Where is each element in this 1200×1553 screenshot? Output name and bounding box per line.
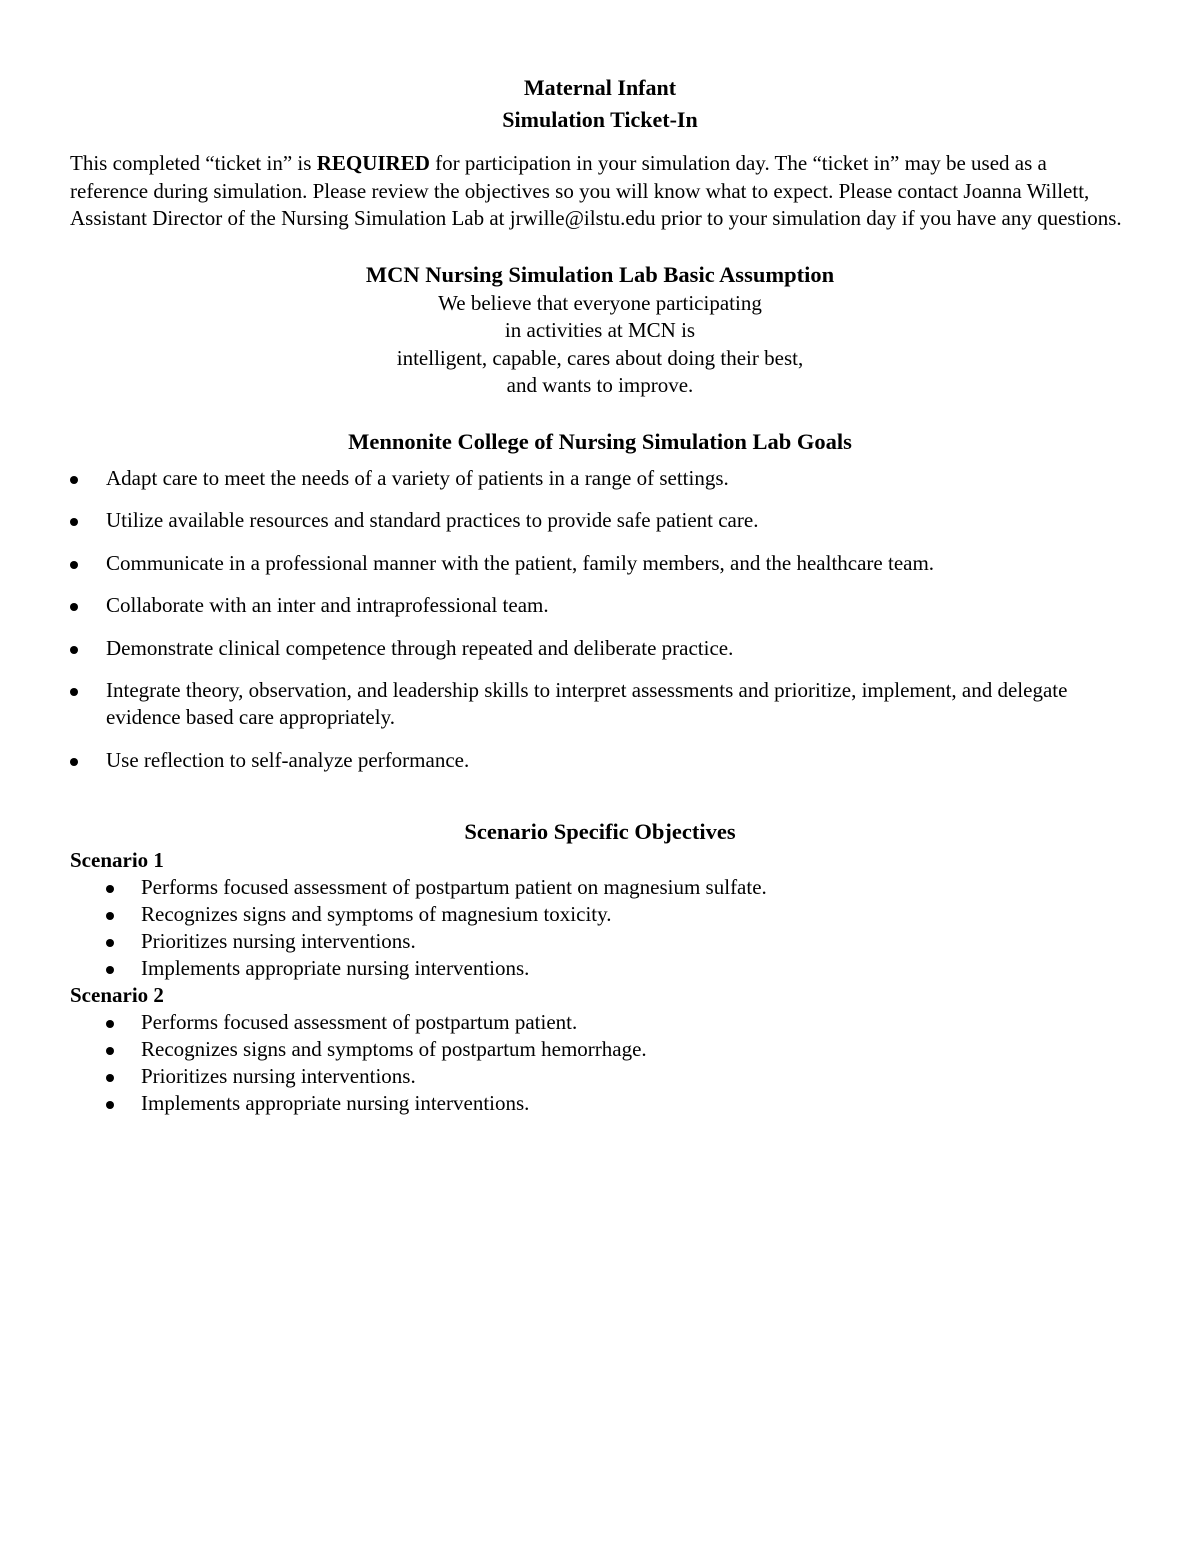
- list-item: [106, 901, 1130, 928]
- bullet-icon: [106, 1047, 114, 1055]
- goal-text: Use reflection to self-analyze performance.: [106, 747, 470, 772]
- list-item: [106, 874, 1130, 901]
- list-item: [106, 1063, 1130, 1090]
- assumption-line: in activities at MCN is: [504, 318, 696, 342]
- goal-text: Utilize available resources and standard practices to provide safe patient care.: [106, 508, 759, 532]
- objective-text: Prioritizes nursing interventions.: [141, 1063, 416, 1088]
- assumption-line: We believe that everyone participating: [438, 290, 762, 315]
- assumption-heading: MCN Nursing Simulation Lab Basic Assumption: [365, 261, 835, 287]
- assumption-line: and wants to improve.: [506, 373, 694, 397]
- bullet-icon: [106, 1020, 114, 1028]
- intro-required-emphasis: REQUIRED: [316, 151, 430, 175]
- list-item: [70, 592, 1130, 619]
- bullet-icon: [70, 518, 78, 526]
- list-item: [70, 747, 1130, 774]
- assumption-text: [70, 290, 1130, 400]
- list-item: [106, 1090, 1130, 1117]
- goal-text: Collaborate with an inter and intraprofessional team.: [106, 593, 549, 617]
- list-item: [70, 465, 1130, 492]
- list-item: [106, 955, 1130, 982]
- bullet-icon: [106, 939, 114, 947]
- scenario-1-objectives: [70, 874, 1130, 982]
- list-item: [106, 928, 1130, 955]
- goal-text: Integrate theory, observation, and leadership skills to interpret assessments and prioritize, implement, and delegate evidence based care appropriately.: [106, 678, 1068, 729]
- intro-paragraph: [70, 150, 1130, 233]
- list-item: [70, 507, 1130, 534]
- bullet-icon: [70, 758, 78, 766]
- goals-heading: Mennonite College of Nursing Simulation Lab Goals: [348, 428, 852, 454]
- scenario-2-label: Scenario 2: [70, 982, 164, 1007]
- objective-text: Implements appropriate nursing interventions.: [141, 1090, 530, 1115]
- bullet-icon: [106, 912, 114, 920]
- objectives-heading: Scenario Specific Objectives: [464, 818, 736, 844]
- page-title: [70, 72, 1130, 136]
- objective-text: Recognizes signs and symptoms of postpartum hemorrhage.: [141, 1036, 647, 1061]
- list-item: [70, 635, 1130, 662]
- objective-text: Recognizes signs and symptoms of magnesium toxicity.: [141, 901, 612, 926]
- bullet-icon: [70, 646, 78, 654]
- bullet-icon: [106, 1101, 114, 1109]
- goals-list: [70, 465, 1130, 774]
- goal-text: Demonstrate clinical competence through repeated and deliberate practice.: [106, 635, 734, 660]
- bullet-icon: [70, 476, 78, 484]
- goal-text: Adapt care to meet the needs of a variety of patients in a range of settings.: [106, 465, 729, 490]
- scenario-1-label: Scenario 1: [70, 847, 164, 872]
- goal-text: Communicate in a professional manner with the patient, family members, and the healthcare team.: [106, 550, 935, 575]
- title-line-1: Maternal Infant: [523, 75, 677, 100]
- intro-text-start: This completed “ticket in” is: [70, 151, 317, 175]
- document-page: [70, 72, 1130, 1117]
- scenario-2-objectives: [70, 1009, 1130, 1117]
- bullet-icon: [106, 1074, 114, 1082]
- intro-text-end: for participation in your simulation day. The “ticket in” may be used as a reference during simulation. Please review the objectives so you will know what to expect. Please contact Joanna Willett, Assistant Director of the Nursing Simulation Lab at jrwille@ilstu.edu prior to your simulation day if you have any questions.: [70, 151, 1122, 230]
- bullet-icon: [70, 561, 78, 569]
- bullet-icon: [106, 885, 114, 893]
- assumption-line: intelligent, capable, cares about doing their best,: [396, 345, 804, 370]
- list-item: [70, 550, 1130, 577]
- bullet-icon: [70, 688, 78, 696]
- objective-text: Implements appropriate nursing interventions.: [141, 955, 530, 980]
- objective-text: Performs focused assessment of postpartum patient on magnesium sulfate.: [141, 874, 767, 899]
- objective-text: Prioritizes nursing interventions.: [141, 928, 416, 953]
- bullet-icon: [106, 966, 114, 974]
- list-item: [70, 677, 1130, 731]
- title-line-2: Simulation Ticket-In: [502, 107, 698, 132]
- bullet-icon: [70, 603, 78, 611]
- list-item: [106, 1036, 1130, 1063]
- list-item: [106, 1009, 1130, 1036]
- objective-text: Performs focused assessment of postpartum patient.: [141, 1009, 578, 1034]
